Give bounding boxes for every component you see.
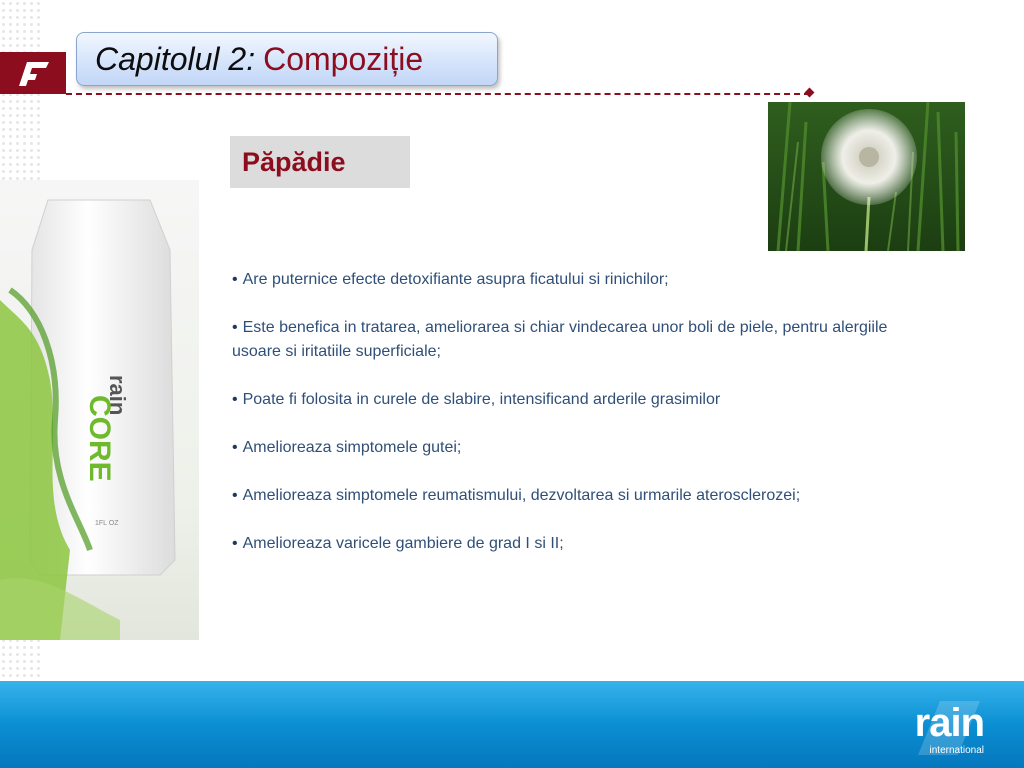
list-item: • Amelioreaza varicele gambiere de grad I si II; bbox=[232, 532, 932, 556]
footer-bar bbox=[0, 681, 1024, 768]
list-item: • Amelioreaza simptomele gutei; bbox=[232, 436, 932, 460]
subtitle: Păpădie bbox=[242, 146, 346, 177]
title-main: Compoziție bbox=[263, 40, 424, 77]
list-item: • Este benefica in tratarea, ameliorarea si chiar vindecarea unor boli de piele, pentru alergiile usoare si iritatiile superficiale; bbox=[232, 316, 932, 364]
divider-diamond bbox=[805, 88, 815, 98]
rain-core-sachet bbox=[0, 180, 199, 640]
footer-logo-subtext: international bbox=[929, 745, 984, 756]
title-divider bbox=[66, 93, 810, 95]
subtitle-box bbox=[230, 136, 410, 188]
slide-title-box bbox=[76, 32, 498, 86]
list-item: • Are puternice efecte detoxifiante asupra ficatului si rinichilor; bbox=[232, 268, 932, 292]
title-prefix: Capitolul 2: bbox=[95, 40, 256, 77]
product-brand: rain bbox=[105, 375, 130, 416]
rain-r-logo-icon bbox=[0, 52, 66, 94]
list-item: • Amelioreaza simptomele reumatismului, dezvoltarea si urmarile aterosclerozei; bbox=[232, 484, 932, 508]
dandelion-photo bbox=[768, 102, 965, 251]
footer-logo-text: rain bbox=[914, 701, 984, 745]
list-item: • Poate fi folosita in curele de slabire, intensificand arderile grasimilor bbox=[232, 388, 932, 412]
benefits-list bbox=[232, 268, 932, 580]
rain-international-logo bbox=[888, 697, 988, 757]
product-size: 1FL OZ bbox=[95, 520, 119, 527]
product-name: CORE bbox=[83, 395, 116, 482]
